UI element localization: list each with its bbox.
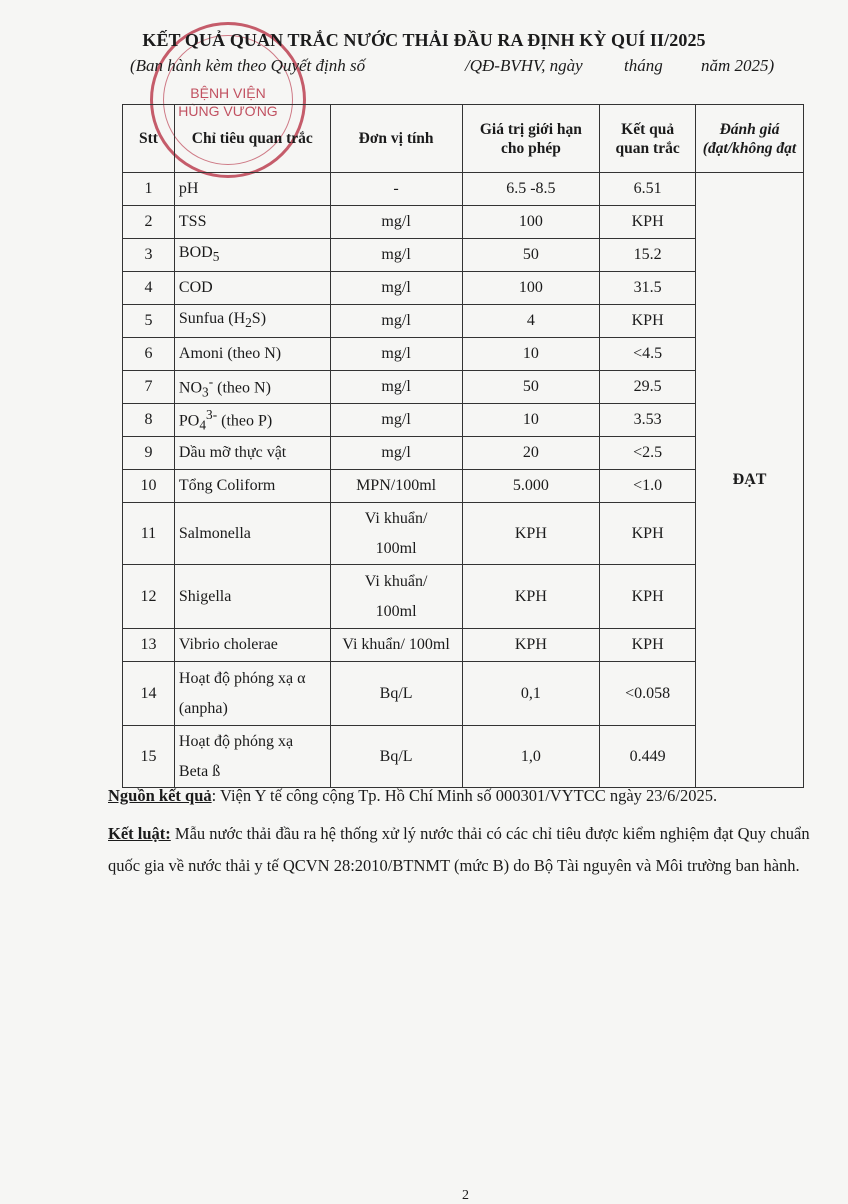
row-stt: 7 xyxy=(123,371,175,404)
row-indicator: Amoni (theo N) xyxy=(174,338,330,371)
row-unit: mg/l xyxy=(330,239,462,272)
row-stt: 5 xyxy=(123,305,175,338)
row-unit: mg/l xyxy=(330,338,462,371)
row-indicator: $PO_4^{3-}$ (theo P) xyxy=(174,404,330,437)
row-unit: mg/l xyxy=(330,272,462,305)
row-limit: 0,1 xyxy=(462,662,600,726)
row-stt: 14 xyxy=(123,662,175,726)
header-stt: Stt xyxy=(123,105,175,173)
row-unit: mg/l xyxy=(330,305,462,338)
row-result: KPH xyxy=(600,565,696,629)
subtitle-number: /QĐ-BVHV, ngày xyxy=(465,56,583,75)
row-stt: 12 xyxy=(123,565,175,629)
header-assessment: Đánh giá (đạt/không đạt xyxy=(696,105,804,173)
row-unit: Vi khuẩn/ 100ml xyxy=(330,629,462,662)
row-stt: 1 xyxy=(123,173,175,206)
row-limit: 10 xyxy=(462,338,600,371)
document-subtitle xyxy=(130,56,810,76)
row-limit: 4 xyxy=(462,305,600,338)
row-unit: Bq/L xyxy=(330,662,462,726)
row-stt: 13 xyxy=(123,629,175,662)
row-limit: 6.5 -8.5 xyxy=(462,173,600,206)
row-limit: 50 xyxy=(462,239,600,272)
row-unit: Vi khuẩn/ 100ml xyxy=(330,503,462,565)
subtitle-decision: (Ban hành kèm theo Quyết định số xyxy=(130,56,366,75)
row-result: 29.5 xyxy=(600,371,696,404)
row-indicator: COD xyxy=(174,272,330,305)
row-unit: Vi khuẩn/ 100ml xyxy=(330,565,462,629)
row-indicator: Sunfua $(H_2S)$ xyxy=(174,305,330,338)
row-limit: 1,0 xyxy=(462,726,600,788)
monitoring-results-table xyxy=(122,104,804,788)
row-indicator: Vibrio cholerae xyxy=(174,629,330,662)
header-limit: Giá trị giới hạn cho phép xyxy=(462,105,600,173)
row-limit: 10 xyxy=(462,404,600,437)
row-stt: 8 xyxy=(123,404,175,437)
row-result: 15.2 xyxy=(600,239,696,272)
row-result: 6.51 xyxy=(600,173,696,206)
row-unit: MPN/100ml xyxy=(330,470,462,503)
subtitle-month: tháng xyxy=(624,56,663,75)
seal-text-line1: BỆNH VIỆN xyxy=(190,85,266,101)
conclusion-label: Kết luật: xyxy=(108,824,171,843)
row-limit: 5.000 xyxy=(462,470,600,503)
row-stt: 15 xyxy=(123,726,175,788)
row-indicator: Tổng Coliform xyxy=(174,470,330,503)
row-unit: Bq/L xyxy=(330,726,462,788)
row-limit: KPH xyxy=(462,503,600,565)
table-header-row xyxy=(123,105,804,173)
row-result: <0.058 xyxy=(600,662,696,726)
row-result: <4.5 xyxy=(600,338,696,371)
header-indicator: Chỉ tiêu quan trắc xyxy=(174,105,330,173)
row-stt: 10 xyxy=(123,470,175,503)
conclusion-text: Mẫu nước thải đầu ra hệ thống xử lý nước thải có các chỉ tiêu được kiểm nghiệm đạt Quy chuẩn quốc gia về nước thải y tế QCVN 28:2010/BTNMT (mức B) do Bộ Tài nguyên và Môi trường ban hành. xyxy=(108,824,810,875)
row-limit: KPH xyxy=(462,629,600,662)
subtitle-year: năm 2025) xyxy=(701,56,775,75)
row-unit: mg/l xyxy=(330,404,462,437)
row-result: KPH xyxy=(600,206,696,239)
row-indicator: $NO_3^-$ (theo N) xyxy=(174,371,330,404)
row-result: 31.5 xyxy=(600,272,696,305)
row-indicator: Hoạt độ phóng xạ Beta ß xyxy=(174,726,330,788)
row-limit: 100 xyxy=(462,206,600,239)
row-unit: mg/l xyxy=(330,371,462,404)
row-indicator: Salmonella xyxy=(174,503,330,565)
row-indicator: TSS xyxy=(174,206,330,239)
source-label: Nguồn kết quả xyxy=(108,786,212,805)
row-limit: 100 xyxy=(462,272,600,305)
row-stt: 2 xyxy=(123,206,175,239)
row-limit: 50 xyxy=(462,371,600,404)
row-result: <1.0 xyxy=(600,470,696,503)
document-title: KẾT QUẢ QUAN TRẮC NƯỚC THẢI ĐẦU RA ĐỊNH KỲ QUÍ II/2025 xyxy=(142,30,706,50)
header-unit: Đơn vị tính xyxy=(330,105,462,173)
row-result: KPH xyxy=(600,503,696,565)
assessment-cell: ĐẠT xyxy=(696,173,804,788)
row-stt: 6 xyxy=(123,338,175,371)
row-indicator: pH xyxy=(174,173,330,206)
result-source xyxy=(108,786,828,806)
header-result: Kết quả quan trắc xyxy=(600,105,696,173)
conclusion-paragraph xyxy=(108,818,828,882)
row-result: KPH xyxy=(600,305,696,338)
row-result: KPH xyxy=(600,629,696,662)
row-limit: KPH xyxy=(462,565,600,629)
row-stt: 3 xyxy=(123,239,175,272)
seal-text-line2: HÙNG VƯƠNG xyxy=(178,103,278,119)
page-number: 2 xyxy=(462,1188,469,1203)
row-result: 0.449 xyxy=(600,726,696,788)
row-result: <2.5 xyxy=(600,437,696,470)
row-stt: 9 xyxy=(123,437,175,470)
row-stt: 11 xyxy=(123,503,175,565)
source-text: : Viện Y tế công cộng Tp. Hồ Chí Minh số 000301/VYTCC ngày 23/6/2025. xyxy=(211,786,718,805)
row-limit: 20 xyxy=(462,437,600,470)
row-indicator: Hoạt độ phóng xạ α (anpha) xyxy=(174,662,330,726)
row-result: 3.53 xyxy=(600,404,696,437)
row-unit: mg/l xyxy=(330,206,462,239)
row-unit: mg/l xyxy=(330,437,462,470)
row-indicator: Shigella xyxy=(174,565,330,629)
table-row xyxy=(123,173,804,206)
row-stt: 4 xyxy=(123,272,175,305)
row-indicator: $BOD_5$ xyxy=(174,239,330,272)
row-unit: - xyxy=(330,173,462,206)
row-indicator: Dầu mỡ thực vật xyxy=(174,437,330,470)
